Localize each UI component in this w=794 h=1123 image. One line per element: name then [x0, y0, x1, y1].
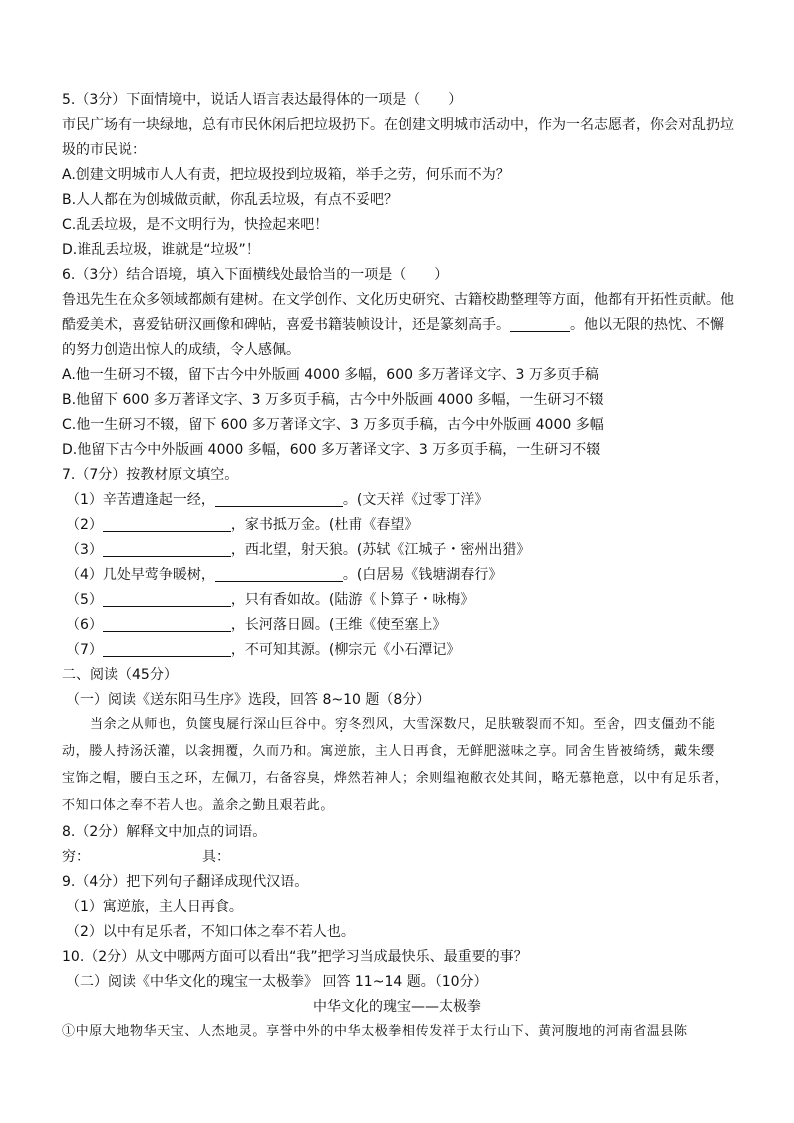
q7-fill-blank[interactable] — [103, 592, 231, 607]
q7-item-3 — [66, 541, 744, 559]
q6-context-end: 的努力创造出惊人的成绩，令人感佩。 — [62, 342, 300, 358]
q7-item-source: ，只有香如故。(陆游《卜算子・咏梅》 — [230, 592, 475, 608]
q7-stem: 7.（7分）按教材原文填空。 — [62, 467, 239, 483]
q7-item-source: ，西北望，射天狼。(苏轼《江城子・密州出猎》 — [230, 542, 531, 558]
q7-fill-blank[interactable] — [215, 567, 343, 582]
q8-answer-row — [62, 848, 744, 866]
q6-context-part-a: 酷爱美术，喜爱钻研汉画像和碑帖，喜爱书籍装帧设计，还是篆刻高手。 — [62, 317, 510, 333]
q7-item-number: （7） — [66, 642, 103, 658]
q7-item-number: （4） — [66, 567, 103, 583]
q6-context: 鲁迅先生在众多领域都颇有建树。在文学创作、文化历史研究、古籍校勘整理等方面，他都有开拓性贡献。他 — [62, 292, 734, 308]
q7-fill-blank[interactable] — [215, 492, 343, 507]
reading-part2-heading: （二）阅读《中华文化的瑰宝一太极拳》 回答 11~14 题。（10分） — [66, 974, 488, 990]
q8-label-ju: 具： — [202, 849, 230, 865]
q9-stem: 9.（4分）把下列句子翻译成现代汉语。 — [62, 874, 309, 890]
q8-label-qiong: 穷： — [62, 849, 90, 865]
q7-item-source: ，不可知其源。(柳宗元《小石潭记》 — [230, 642, 461, 658]
q7-item-1 — [66, 491, 744, 509]
q10-stem: 10.（2分）从文中哪两方面可以看出“我”把学习当成最快乐、最重要的事？ — [62, 949, 528, 965]
q6-option-b: B.他留下 600 多万著译文字、3 万多页手稿，古今中外版画 4000 多幅，一生研习不辍 — [62, 392, 604, 408]
q7-item-source: ，长河落日圆。(王维《使至塞上》 — [230, 617, 447, 633]
q6-context-part-b: 。他以无限的热忱、不懈 — [570, 317, 724, 333]
q7-item-number: （2） — [66, 517, 103, 533]
q6-answer-blank[interactable] — [510, 317, 570, 332]
q7-item-number: （6） — [66, 617, 103, 633]
q7-item-given-line: 几处早莺争暖树， — [102, 567, 215, 583]
passage-text: 冬烈风，大雪深数尺，足肤皲裂而不知。至舍，四支僵劲不能 — [348, 717, 716, 732]
q5-stem: 5.（3分）下面情境中，说话人语言表达最得体的一项是（ ） — [62, 92, 463, 108]
classical-passage-line-1 — [90, 716, 744, 734]
q6-option-c: C.他一生研习不辍，留下 600 多万著译文字、3 万多页手稿，古今中外版画 4000 多幅 — [62, 417, 604, 433]
q7-item-5 — [66, 591, 744, 609]
section-heading: 二、阅读（45分） — [62, 667, 178, 683]
article-paragraph-1: ①中原大地物华天宝、人杰地灵。享誉中外的中华太极拳相传发祥于太行山下、黄河腹地的河南省温县陈 — [62, 1024, 688, 1039]
q5-context: 市民广场有一块绿地，总有市民休闲后把垃圾扔下。在创建文明城市活动中，作为一名志愿者，你会对乱扔垃 — [62, 117, 734, 133]
q7-fill-blank[interactable] — [103, 642, 231, 657]
q7-item-given-line: 辛苦遭逢起一经， — [102, 492, 215, 508]
q7-item-number: （5） — [66, 592, 103, 608]
q6-context-blank-line — [62, 316, 744, 334]
q7-item-6 — [66, 616, 744, 634]
q5-context-cont: 圾的市民说： — [62, 142, 146, 158]
q7-fill-blank[interactable] — [103, 517, 231, 532]
q6-stem: 6.（3分）结合语境，填入下面横线处最恰当的一项是（ ） — [62, 267, 449, 283]
q7-item-7 — [66, 641, 744, 659]
q5-option-a: A.创建文明城市人人有责，把垃圾投到垃圾箱，举手之劳，何乐而不为？ — [62, 167, 510, 183]
q6-option-a: A.他一生研习不辍，留下古今中外版画 4000 多幅，600 多万著译文字、3 万多页手稿 — [62, 367, 599, 383]
article-title: 中华文化的瑰宝——太极拳 — [313, 999, 481, 1015]
q9-item-1: （1）寓逆旅，主人日再食。 — [66, 899, 243, 915]
q5-option-c: C.乱丢垃圾，是不文明行为，快捡起来吧！ — [62, 217, 329, 233]
q9-item-2: （2）以中有足乐者，不知口体之奉不若人也。 — [66, 924, 355, 940]
q6-option-d: D.他留下古今中外版画 4000 多幅，600 多万著译文字、3 万多页手稿，一生研习不辍 — [62, 442, 601, 458]
classical-passage-line-4: 不知口体之奉不若人也。盖余之勤且艰若此。 — [62, 798, 335, 813]
q5-option-d: D.谁乱丢垃圾，谁就是“垃圾”！ — [62, 242, 260, 258]
q7-item-source: 。(白居易《钱塘湖春行》 — [342, 567, 503, 583]
passage-text: 当余之从师也，负箧曳屣行深山巨谷中。 — [90, 717, 335, 732]
q7-item-4 — [66, 566, 744, 584]
classical-passage-line-3: 宝饰之帽，腰白玉之环，左佩刀，右备容臭，烨然若神人；余则缊袍敝衣处其间，略无慕艳意，以中有足乐者， — [62, 771, 729, 786]
q7-item-number: （3） — [66, 542, 103, 558]
dotted-word: 穷 — [334, 717, 349, 732]
classical-passage-line-2: 动，媵人持汤沃灌，以衾拥覆，久而乃和。寓逆旅，主人日再食，无鲜肥滋味之享。同舍生皆被绮绣，戴朱缨 — [62, 744, 715, 759]
q7-fill-blank[interactable] — [103, 542, 231, 557]
reading-part1-heading: （一）阅读《送东阳马生序》选段，回答 8~10 题（8分） — [66, 692, 431, 708]
q7-item-source: ，家书抵万金。(杜甫《春望》 — [230, 517, 419, 533]
q7-fill-blank[interactable] — [103, 617, 231, 632]
q7-item-2 — [66, 516, 744, 534]
q7-item-source: 。(文天祥《过零丁洋》 — [342, 492, 489, 508]
q5-option-b: B.人人都在为创城做贡献，你乱丢垃圾，有点不妥吧？ — [62, 192, 399, 208]
q7-item-number: （1） — [66, 492, 103, 508]
q8-stem: 8.（2分）解释文中加点的词语。 — [62, 824, 267, 840]
